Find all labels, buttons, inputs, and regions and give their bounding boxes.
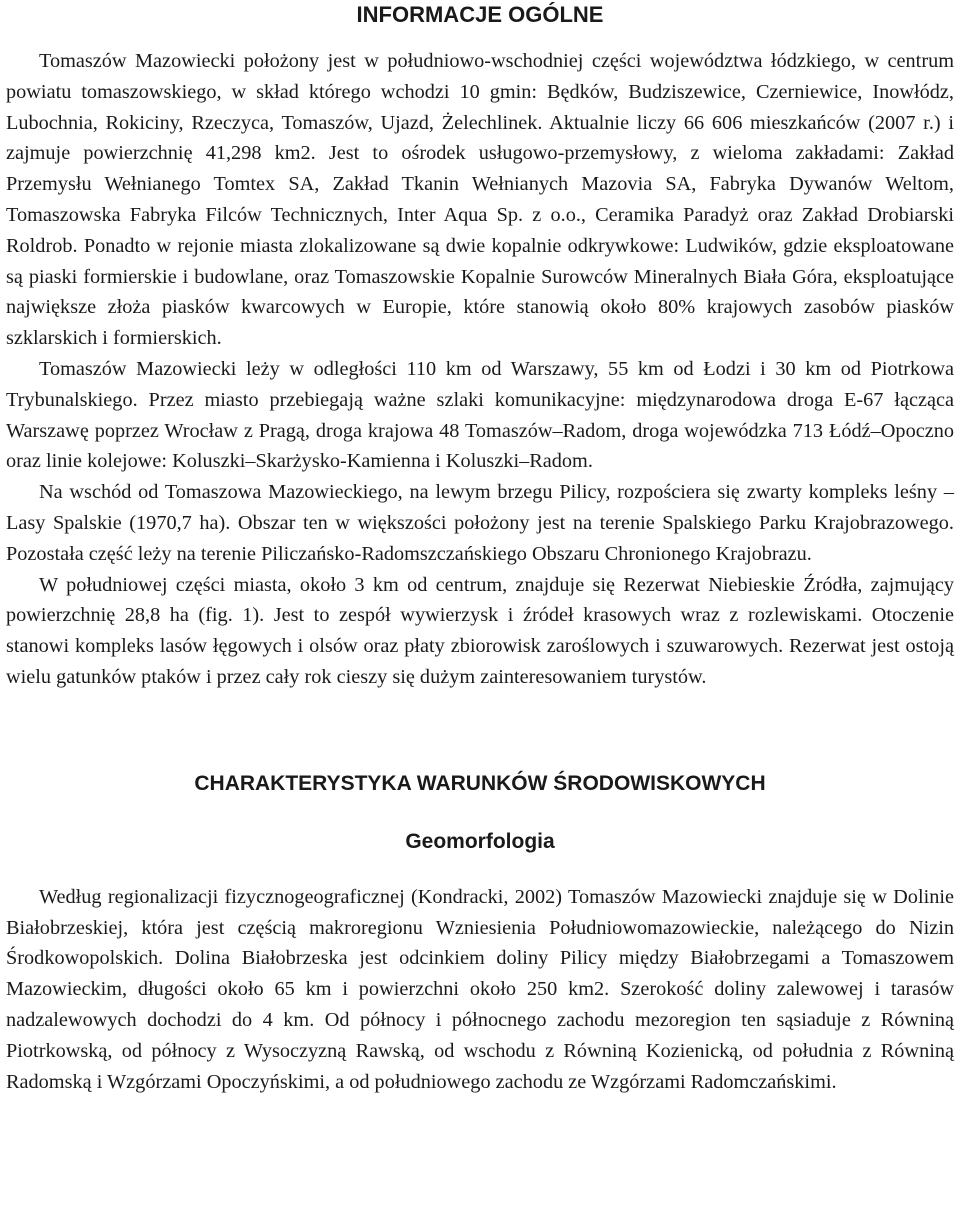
paragraph-spala-forest: Na wschód od Tomaszowa Mazowieckiego, na lewym brzegu Pilicy, rozpościera się zwarty kompleks leśny – Lasy Spalskie (1970,7 ha). Obszar ten w większości położony jest na terenie Spalskiego Parku Krajobrazowego. Pozostała część leży na terenie Piliczańsko-Radomszczańskiego Obszaru Chronionego Krajobrazu. xyxy=(6,481,954,565)
section-heading-environment: CHARAKTERYSTYKA WARUNKÓW ŚRODOWISKOWYCH xyxy=(194,771,766,795)
section-heading-general-info: INFORMACJE OGÓLNE xyxy=(356,2,604,27)
paragraph-geomorphology: Według regionalizacji fizycznogeograficznej (Kondracki, 2002) Tomaszów Mazowiecki znajduje się w Dolinie Białobrzeskiej, która jest częścią makroregionu Wzniesienia Południowomazowieckie, należącego do Nizin Środkowopolskich. Dolina Białobrzeska jest odcinkiem doliny Pilicy między Białobrzegami a Tomaszowem Mazowieckim, długości około 65 km i powierzchni około 250 km2. Szerokość doliny zalewowej i tarasów nadzalewowych dochodzi do 4 km. Od północy i północnego zachodu mezoregion ten sąsiaduje z Równiną Piotrkowską, od północy z Wysoczyzną Rawską, od wschodu z Równiną Kozienicką, od południa z Równiną Radomską i Wzgórzami Opoczyńskimi, a od południowego zachodu ze Wzgórzami Radomczańskimi. xyxy=(6,885,954,1093)
paragraph-blue-springs-reserve: W południowej części miasta, około 3 km od centrum, znajduje się Rezerwat Niebieskie Źródła, zajmujący powierzchnię 28,8 ha (fig. 1). Jest to zespół wywierzysk i źródeł krasowych wraz z rozlewiskami. Otoczenie stanowi kompleks lasów łęgowych i olsów oraz płaty zbiorowisk zaroślowych i szuwarowych. Rezerwat jest ostoją wielu gatunków ptaków i przez cały rok cieszy się dużym zainteresowaniem turystów. xyxy=(6,573,954,688)
paragraph-transport: Tomaszów Mazowiecki leży w odległości 110 km od Warszawy, 55 km od Łodzi i 30 km od Piotrkowa Trybunalskiego. Przez miasto przebiegają ważne szlaki komunikacyjne: międzynarodowa droga E-67 łącząca Warszawę poprzez Wrocław z Pragą, droga krajowa 48 Tomaszów–Radom, droga wojewódzka 713 Łódź–Opoczno oraz linie kolejowe: Koluszki–Skarżysko-Kamienna i Koluszki–Radom. xyxy=(6,357,954,473)
paragraph-location: Tomaszów Mazowiecki położony jest w południowo-wschodniej części województwa łódzkiego, w centrum powiatu tomaszowskiego, w skład którego wchodzi 10 gmin: Będków, Budziszewice, Czerniewice, Inowłódz, Lubochnia, Rokiciny, Rzeczyca, Tomaszów, Ujazd, Żelechlinek. Aktualnie liczy 66 606 mieszkańców (2007 r.) i zajmuje powierzchnię 41,298 km2. Jest to ośrodek usługowo-przemysłowy, z wieloma zakładami: Zakład Przemysłu Wełnianego Tomtex SA, Zakład Tkanin Wełnianych Mazovia SA, Fabryka Dywanów Weltom, Tomaszowska Fabryka Filców Technicznych, Inter Aqua Sp. z o.o., Ceramika Paradyż oraz Zakład Drobiarski Roldrob. Ponadto w rejonie miasta zlokalizowane są dwie kopalnie odkrywkowe: Ludwików, gdzie eksploatowane są piaski formierskie i budowlane, oraz Tomaszowskie Kopalnie Surowców Mineralnych Biała Góra, eksploatujące największe złoża piasków kwarcowych w Europie, które stanowią około 80% krajowych zasobów piasków szklarskich i formierskich. xyxy=(6,50,954,350)
subsection-heading-geomorphology: Geomorfologia xyxy=(405,829,555,853)
